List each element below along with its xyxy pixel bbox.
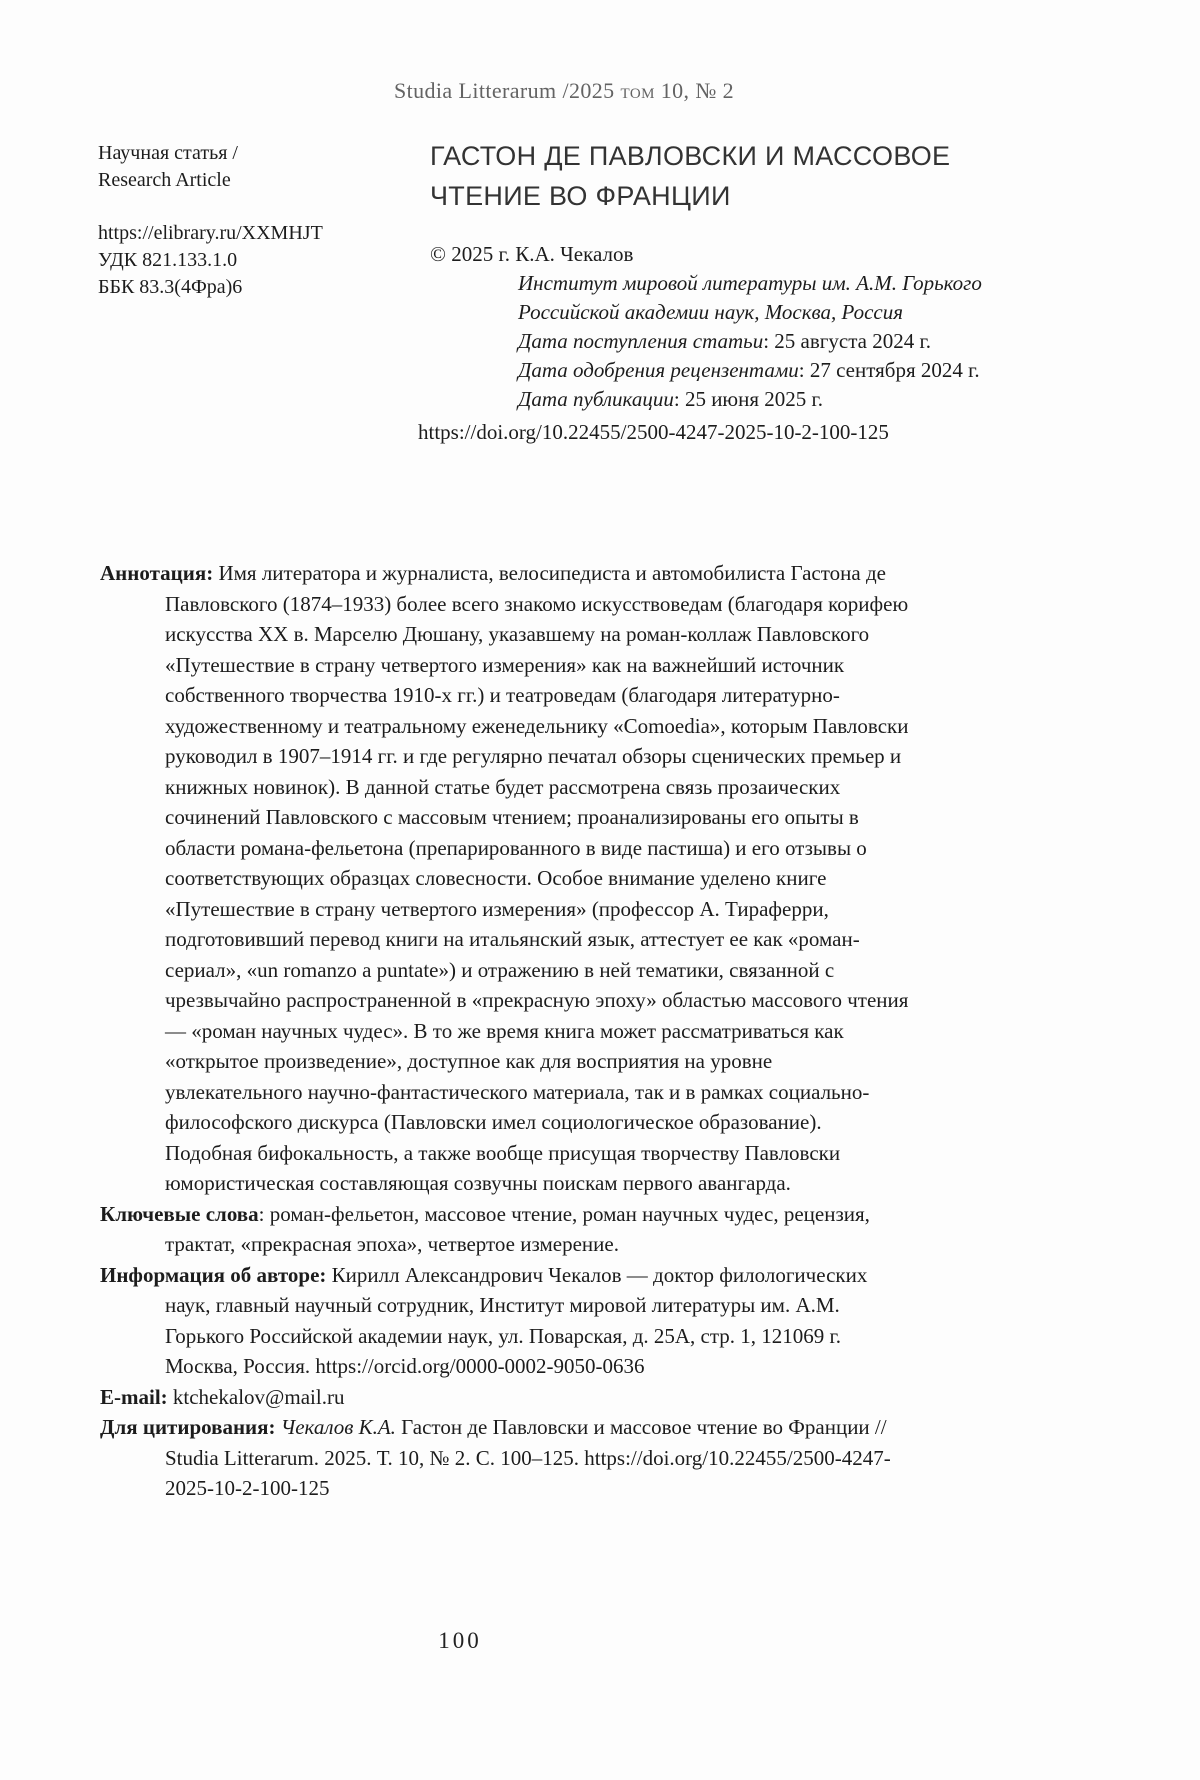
abstract-paragraph xyxy=(100,558,912,1199)
affiliation-line-1: Институт мировой литературы им. А.М. Горького xyxy=(518,271,982,295)
abstract-label: Аннотация: xyxy=(100,561,214,585)
received-date-value: : 25 августа 2024 г. xyxy=(763,329,931,353)
journal-issue: том 10, № 2 xyxy=(620,78,735,103)
journal-running-head xyxy=(0,78,1128,104)
page-number: 100 xyxy=(438,1628,482,1653)
published-date-line xyxy=(518,385,1038,414)
bbk-code: ББК 83.3(4Фра)6 xyxy=(98,276,243,298)
keywords-paragraph xyxy=(100,1199,912,1260)
article-title-line-2: ЧТЕНИЕ ВО ФРАНЦИИ xyxy=(430,181,731,211)
article-type-en: Research Article xyxy=(98,169,231,191)
udk-code: УДК 821.133.1.0 xyxy=(98,249,238,271)
citation-text: Гастон де Павловски и массовое чтение во Франции // Studia Litterarum. 2025. Т. 10, № 2. С. 100–125. xyxy=(165,1415,887,1470)
received-date-label: Дата поступления статьи xyxy=(518,329,764,353)
article-title-line-1: ГАСТОН ДЕ ПАВЛОВСКИ И МАССОВОЕ xyxy=(430,141,951,171)
published-date-value: : 25 июня 2025 г. xyxy=(673,387,824,411)
citation-doi-link[interactable]: https://doi.org/10.22455/2500-4247-2025-10-2-100-125 xyxy=(165,1445,891,1500)
metadata-column xyxy=(98,140,378,301)
approved-date-value: : 27 сентября 2024 г. xyxy=(798,358,980,382)
spacer xyxy=(98,194,378,220)
received-date-line xyxy=(518,327,1038,356)
approved-date-label: Дата одобрения рецензентами xyxy=(518,358,799,382)
citation-label: Для цитирования: xyxy=(100,1415,276,1439)
front-matter-text xyxy=(100,558,912,1504)
copyright-line: © 2025 г. К.А. Чекалов xyxy=(430,242,634,266)
elibrary-link[interactable]: https://elibrary.ru/XXMHJT xyxy=(98,222,323,244)
author-info-text: Кирилл Александрович Чекалов — доктор филологических наук, главный научный сотрудник, Институт мировой литературы им. А.М. Горького Российской академии наук, ул. Поварская, д. 25А, стр. 1, 121069 г. Москва, Россия. xyxy=(165,1262,868,1378)
article-doi-link[interactable]: https://doi.org/10.22455/2500-4247-2025-10-2-100-125 xyxy=(418,420,889,444)
approved-date-line xyxy=(518,356,1038,385)
author-info-paragraph xyxy=(100,1260,912,1382)
email-paragraph xyxy=(100,1382,912,1413)
author-info-label: Информация об авторе: xyxy=(100,1262,327,1287)
email-label: E-mail: xyxy=(100,1384,168,1409)
citation-author: Чекалов К.А. xyxy=(275,1415,396,1439)
email-address[interactable]: ktchekalov@mail.ru xyxy=(167,1384,345,1409)
journal-name: Studia Litterarum /2025 xyxy=(393,78,621,103)
published-date-label: Дата публикации xyxy=(518,387,674,411)
article-type-ru: Научная статья / xyxy=(98,142,238,164)
affiliation-line-2: Российской академии наук, Москва, Россия xyxy=(518,300,904,324)
orcid-link[interactable]: https://orcid.org/0000-0002-9050-0636 xyxy=(315,1354,645,1378)
article-title xyxy=(430,136,1038,216)
title-author-block xyxy=(418,136,1038,447)
abstract-text: Имя литератора и журналиста, велосипедиста и автомобилиста Гастона де Павловского (1874–1933) более всего знакомо искусствоведам (благодаря корифею искусства XX в. Марселю Дюшану, указавшему на роман-коллаж Павловского «Путешествие в страну четвертого измерения» как на важнейший источник собственного творчества 1910-х гг.) и театроведам (благодаря литературно-художественному и театральному еженедельнику «Comoedia», которым Павловски руководил в 1907–1914 гг. и где регулярно печатал обзоры сценических премьер и книжных новинок). В данной статье будет рассмотрена связь прозаических сочинений Павловского с массовым чтением; проанализированы его опыты в области романа-фельетона (препарированного в виде пастиша) и его отзывы о соответствующих образцах словесности. Особое внимание уделено книге «Путешествие в страну четвертого измерения» (профессор А. Тираферри, подготовивший перевод книги на итальянский язык, аттестует ее как «роман-сериал», «un romanzo a puntate») и отражению в ней тематики, связанной с чрезвычайно распространенной в «прекрасную эпоху» областью массового чтения — «роман научных чудес». В то же время книга может рассматриваться как «открытое произведение», доступное как для восприятия на уровне увлекательного научно-фантастического материала, так и в рамках социально-философского дискурса (Павловски имел социологическое образование). Подобная бифокальность, а также вообще присущая творчеству Павловски юмористическая составляющая созвучны поискам первого авангарда. xyxy=(165,561,909,1195)
citation-paragraph xyxy=(100,1412,912,1504)
keywords-label: Ключевые слова xyxy=(100,1201,259,1226)
keywords-text: : роман-фельетон, массовое чтение, роман научных чудес, рецензия, трактат, «прекрасная эпоха», четвертое измерение. xyxy=(165,1201,870,1256)
